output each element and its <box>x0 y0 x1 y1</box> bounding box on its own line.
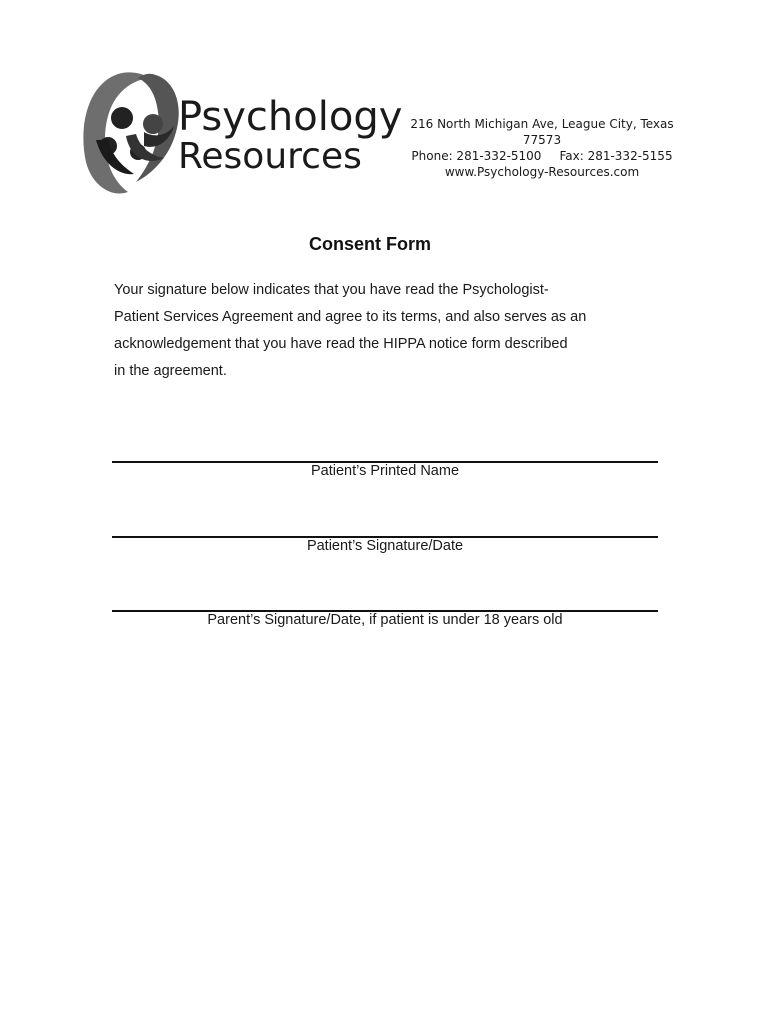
company-logo <box>78 66 403 198</box>
printed-name-label: Patient’s Printed Name <box>310 463 460 479</box>
contact-info <box>392 116 692 180</box>
paragraph-line: Your signature below indicates that you have read the Psychologist- <box>114 282 549 298</box>
consent-paragraph <box>114 277 674 385</box>
paragraph-line: acknowledgement that you have read the HIPPA notice form described <box>114 336 568 352</box>
parent-signature-label: Parent’s Signature/Date, if patient is under 18 years old <box>207 612 563 628</box>
paragraph-line: Patient Services Agreement and agree to its terms, and also serves as an <box>114 309 587 325</box>
address-text: 216 North Michigan Ave, League City, Texas 77573 <box>410 117 674 147</box>
paragraph-line: in the agreement. <box>114 363 227 379</box>
people-emblem-icon <box>83 72 178 193</box>
form-title: Consent Form <box>308 234 431 254</box>
logo-graphic <box>78 66 403 198</box>
phone-fax-line <box>392 148 692 164</box>
fax-text: Fax: 281-332-5155 <box>559 149 673 163</box>
phone-text: Phone: 281-332-5100 <box>411 149 542 163</box>
website-link[interactable]: www.Psychology-Resources.com <box>444 165 640 179</box>
logo-text-line1: Psychology <box>178 94 403 140</box>
patient-signature-label: Patient’s Signature/Date <box>306 538 464 554</box>
logo-text-line2: Resources <box>178 136 362 177</box>
